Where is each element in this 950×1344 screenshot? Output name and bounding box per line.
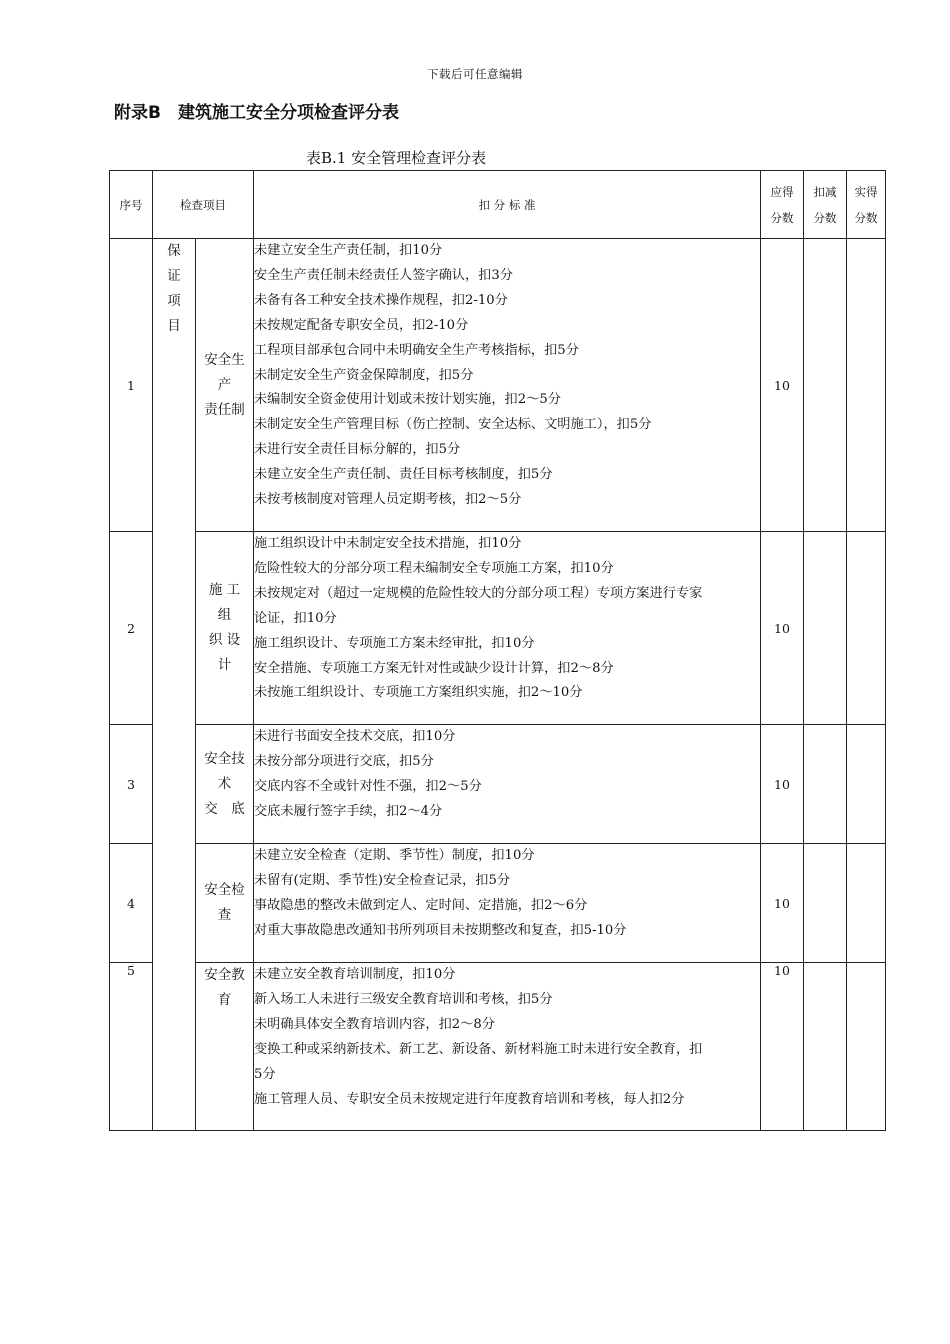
criteria-line: 交底未履行签字手续，扣2～4分 [254, 803, 443, 819]
row-criteria [254, 963, 761, 1131]
criteria-line: 变换工种或采纳新技术、新工艺、新设备、新材料施工时未进行安全教育，扣 [254, 1041, 703, 1057]
row-criteria [254, 239, 761, 532]
row-check-item [196, 963, 254, 1131]
row-seq: 1 [110, 239, 153, 532]
criteria-line: 新入场工人未进行三级安全教育培训和考核，扣5分 [254, 991, 553, 1007]
criteria-line: 工程项目部承包合同中未明确安全生产考核指标，扣5分 [254, 342, 579, 358]
criteria-line: 未明确具体安全教育培训内容，扣2～8分 [254, 1016, 495, 1032]
criteria-line: 未制定安全生产管理目标（伤亡控制、安全达标、文明施工），扣5分 [254, 417, 652, 433]
criteria-line: 施工管理人员、专职安全员未按规定进行年度教育培训和考核，每人扣2分 [254, 1091, 685, 1107]
criteria-line: 交底内容不全或针对性不强，扣2～5分 [254, 778, 482, 794]
item-line: 术 [217, 775, 232, 792]
col-actual-line: 实得 [854, 184, 878, 199]
table-row [110, 725, 886, 844]
criteria-line: 未制定安全生产资金保障制度，扣5分 [254, 367, 474, 383]
category-guarantee-items [153, 239, 196, 1131]
row-seq: 3 [110, 725, 153, 844]
table-row [110, 963, 886, 1131]
row-deducted-score[interactable] [804, 532, 847, 725]
criteria-line: 危险性较大的分部分项工程未编制安全专项施工方案，扣10分 [254, 560, 614, 576]
table-row [110, 239, 886, 532]
row-full-score: 10 [761, 532, 804, 725]
item-line: 织 设 [208, 632, 241, 648]
row-check-item [196, 239, 254, 532]
table-caption: 表B.1 安全管理检查评分表 [306, 149, 487, 167]
row-seq: 5 [110, 963, 153, 1131]
criteria-line: 未进行安全责任目标分解的，扣5分 [254, 442, 461, 458]
criteria-line: 未按施工组织设计、专项施工方案组织实施，扣2～10分 [254, 685, 583, 701]
criteria-line: 对重大事故隐患改通知书所列项目未按期整改和复查，扣5-10分 [254, 922, 627, 938]
item-line: 交 底 [204, 800, 245, 817]
criteria-line: 未建立安全生产责任制、责任目标考核制度，扣5分 [254, 467, 553, 483]
criteria-line: 安全措施、专项施工方案无针对性或缺少设计计算，扣2～8分 [254, 660, 614, 676]
criteria-line: 未建立安全检查（定期、季节性）制度，扣10分 [254, 848, 535, 863]
row-actual-score[interactable] [847, 532, 886, 725]
table-header-row [110, 171, 886, 239]
category-char: 目 [167, 318, 181, 334]
item-line: 产 [217, 376, 232, 393]
category-char: 保 [167, 243, 181, 259]
criteria-line: 事故隐患的整改未做到定人、定时间、定措施，扣2～6分 [254, 897, 588, 913]
appendix-title: 附录B 建筑施工安全分项检查评分表 [114, 103, 399, 123]
item-line: 安全生 [204, 351, 245, 368]
row-deducted-score[interactable] [804, 844, 847, 963]
header-note: 下载后可任意编辑 [427, 67, 523, 81]
criteria-line: 未按考核制度对管理人员定期考核，扣2～5分 [254, 492, 522, 508]
col-full-score-line: 分数 [770, 210, 794, 225]
item-line: 计 [217, 657, 232, 673]
row-criteria [254, 725, 761, 844]
item-line: 责任制 [204, 401, 245, 418]
item-line: 组 [217, 607, 232, 623]
criteria-line: 5分 [254, 1066, 276, 1082]
criteria-line: 未备有各工种安全技术操作规程，扣2-10分 [254, 292, 508, 308]
row-criteria [254, 532, 761, 725]
item-line: 育 [217, 992, 232, 1008]
row-actual-score[interactable] [847, 963, 886, 1131]
row-deducted-score[interactable] [804, 239, 847, 532]
col-actual-score [847, 171, 886, 239]
row-deducted-score[interactable] [804, 963, 847, 1131]
row-actual-score[interactable] [847, 844, 886, 963]
criteria-line: 未按规定对（超过一定规模的危险性较大的分部分项工程）专项方案进行专家 [254, 585, 703, 601]
row-actual-score[interactable] [847, 725, 886, 844]
col-full-score [761, 171, 804, 239]
item-line: 施 工 [208, 582, 241, 598]
row-deducted-score[interactable] [804, 725, 847, 844]
col-deducted-line: 扣减 [813, 184, 837, 199]
criteria-line: 施工组织设计、专项施工方案未经审批，扣10分 [254, 635, 535, 651]
col-seq: 序号 [110, 171, 153, 239]
row-actual-score[interactable] [847, 239, 886, 532]
safety-management-score-table [109, 170, 886, 1131]
item-line: 查 [217, 907, 232, 923]
col-actual-line: 分数 [854, 210, 878, 225]
table-row [110, 844, 886, 963]
table-row [110, 532, 886, 725]
criteria-line: 施工组织设计中未制定安全技术措施，扣10分 [254, 536, 522, 551]
col-check-item: 检查项目 [153, 171, 254, 239]
col-deducted-score [804, 171, 847, 239]
criteria-line: 安全生产责任制未经责任人签字确认，扣3分 [254, 267, 513, 283]
col-criteria: 扣 分 标 准 [254, 171, 761, 239]
row-full-score: 10 [761, 239, 804, 532]
row-seq: 4 [110, 844, 153, 963]
item-line: 安全检 [204, 882, 245, 898]
criteria-line: 未留有(定期、季节性)安全检查记录，扣5分 [254, 872, 511, 888]
row-check-item [196, 532, 254, 725]
row-seq: 2 [110, 532, 153, 725]
criteria-line: 未编制安全资金使用计划或未按计划实施，扣2～5分 [254, 392, 561, 408]
col-deducted-line: 分数 [813, 210, 837, 225]
category-char: 证 [167, 268, 181, 284]
criteria-line: 论证，扣10分 [254, 610, 337, 626]
row-criteria [254, 844, 761, 963]
row-check-item [196, 725, 254, 844]
criteria-line: 未建立安全教育培训制度，扣10分 [254, 967, 456, 982]
category-char: 项 [167, 293, 181, 309]
item-line: 安全教 [204, 967, 245, 983]
row-full-score: 10 [761, 844, 804, 963]
criteria-line: 未建立安全生产责任制，扣10分 [254, 243, 443, 258]
row-full-score: 10 [761, 963, 804, 1131]
col-full-score-line: 应得 [770, 184, 794, 199]
criteria-line: 未按分部分项进行交底，扣5分 [254, 753, 434, 769]
item-line: 安全技 [204, 750, 245, 767]
criteria-line: 未进行书面安全技术交底，扣10分 [254, 729, 456, 744]
row-full-score: 10 [761, 725, 804, 844]
row-check-item [196, 844, 254, 963]
criteria-line: 未按规定配备专职安全员，扣2-10分 [254, 317, 469, 333]
